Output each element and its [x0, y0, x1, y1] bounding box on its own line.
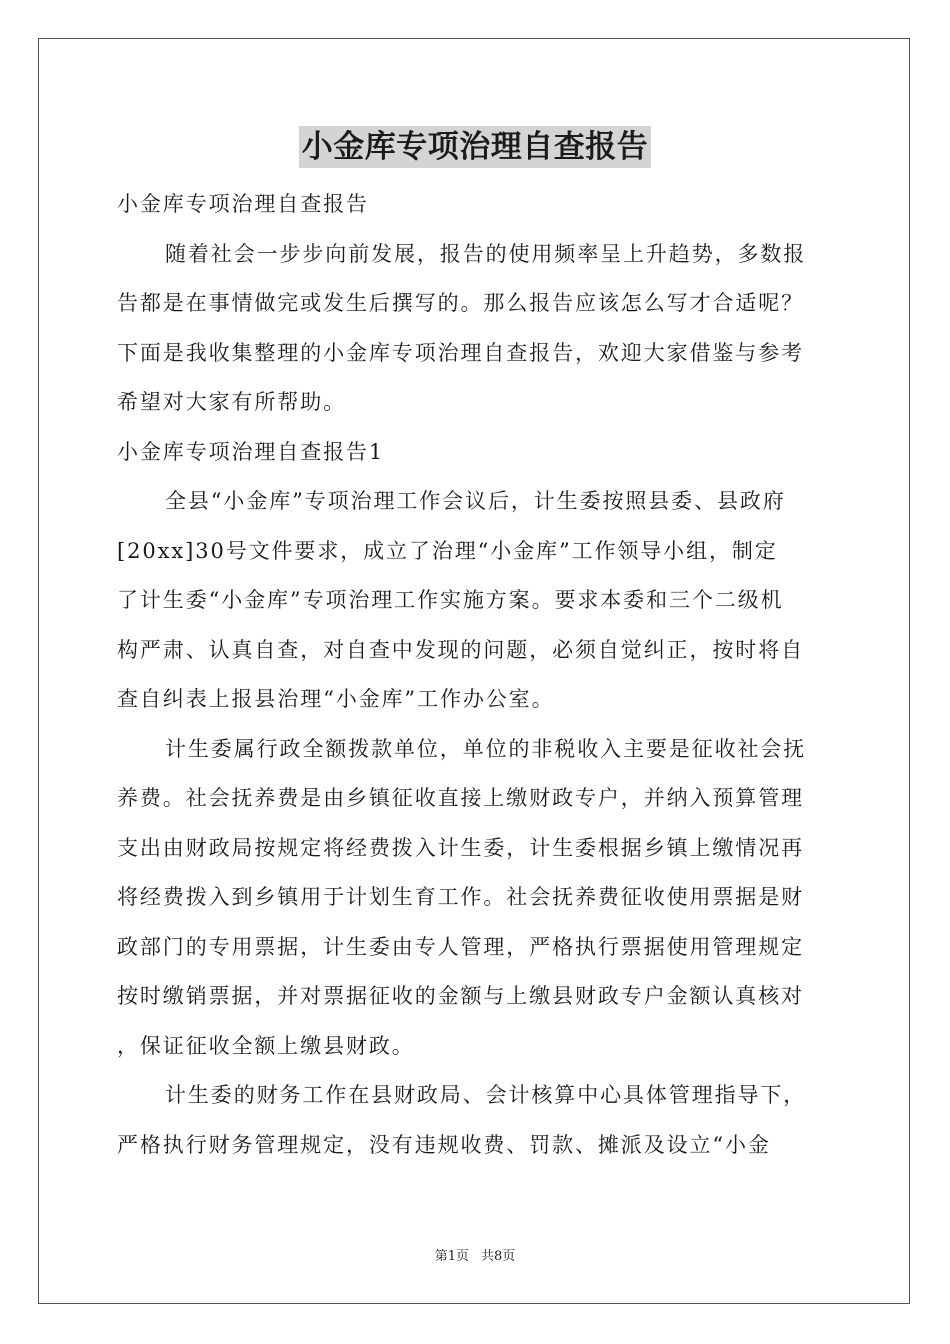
title-container: [0, 126, 950, 168]
body-line: [20xx]30号文件要求，成立了治理“小金库”工作领导小组，制定: [117, 538, 778, 563]
body-line: 全县“小金库”专项治理工作会议后，计生委按照县委、县政府: [165, 489, 786, 513]
body-line: 养费。社会抚养费是由乡镇征收直接上缴财政专户，并纳入预算管理: [117, 786, 804, 810]
document-title: 小金库专项治理自查报告: [299, 126, 652, 168]
section-heading: 小金库专项治理自查报告1: [117, 439, 385, 464]
body-line: 查自纠表上报县治理“小金库”工作办公室。: [117, 687, 555, 711]
document-body: [117, 180, 833, 1170]
body-line: 将经费拨入到乡镇用于计划生育工作。社会抚养费征收使用票据是财: [117, 885, 804, 909]
body-line: ，保证征收全额上缴县财政。: [117, 1033, 415, 1058]
subtitle-line: 小金库专项治理自查报告: [117, 192, 369, 216]
body-line: 按时缴销票据，并对票据征收的金额与上缴县财政专户金额认真核对: [117, 984, 804, 1008]
page-footer: [0, 1248, 950, 1266]
body-line: 希望对大家有所帮助。: [117, 390, 346, 414]
body-line: 告都是在事情做完或发生后撰写的。那么报告应该怎么写才合适呢？: [117, 291, 804, 315]
body-line: 计生委属行政全额拨款单位，单位的非税收入主要是征收社会抚: [165, 736, 807, 761]
body-line: 构严肃、认真自查，对自查中发现的问题，必须自觉纠正，按时将自: [117, 637, 804, 662]
body-line: 支出由财政局按规定将经费拨入计生委，计生委根据乡镇上缴情况再: [117, 835, 804, 860]
body-line: 了计生委“小金库”专项治理工作实施方案。要求本委和三个二级机: [117, 588, 784, 612]
body-line: 下面是我收集整理的小金库专项治理自查报告，欢迎大家借鉴与参考: [117, 340, 804, 365]
page-number: 第1页: [434, 1249, 469, 1264]
body-line: 随着社会一步步向前发展，报告的使用频率呈上升趋势，多数报: [165, 241, 807, 266]
body-line: 计生委的财务工作在县财政局、会计核算中心具体管理指导下，: [165, 1083, 807, 1107]
body-line: 政部门的专用票据，计生委由专人管理，严格执行票据使用管理规定: [117, 934, 804, 959]
page-total: 共8页: [481, 1249, 516, 1264]
body-line: 严格执行财务管理规定，没有违规收费、罚款、摊派及设立“小金: [117, 1132, 771, 1157]
